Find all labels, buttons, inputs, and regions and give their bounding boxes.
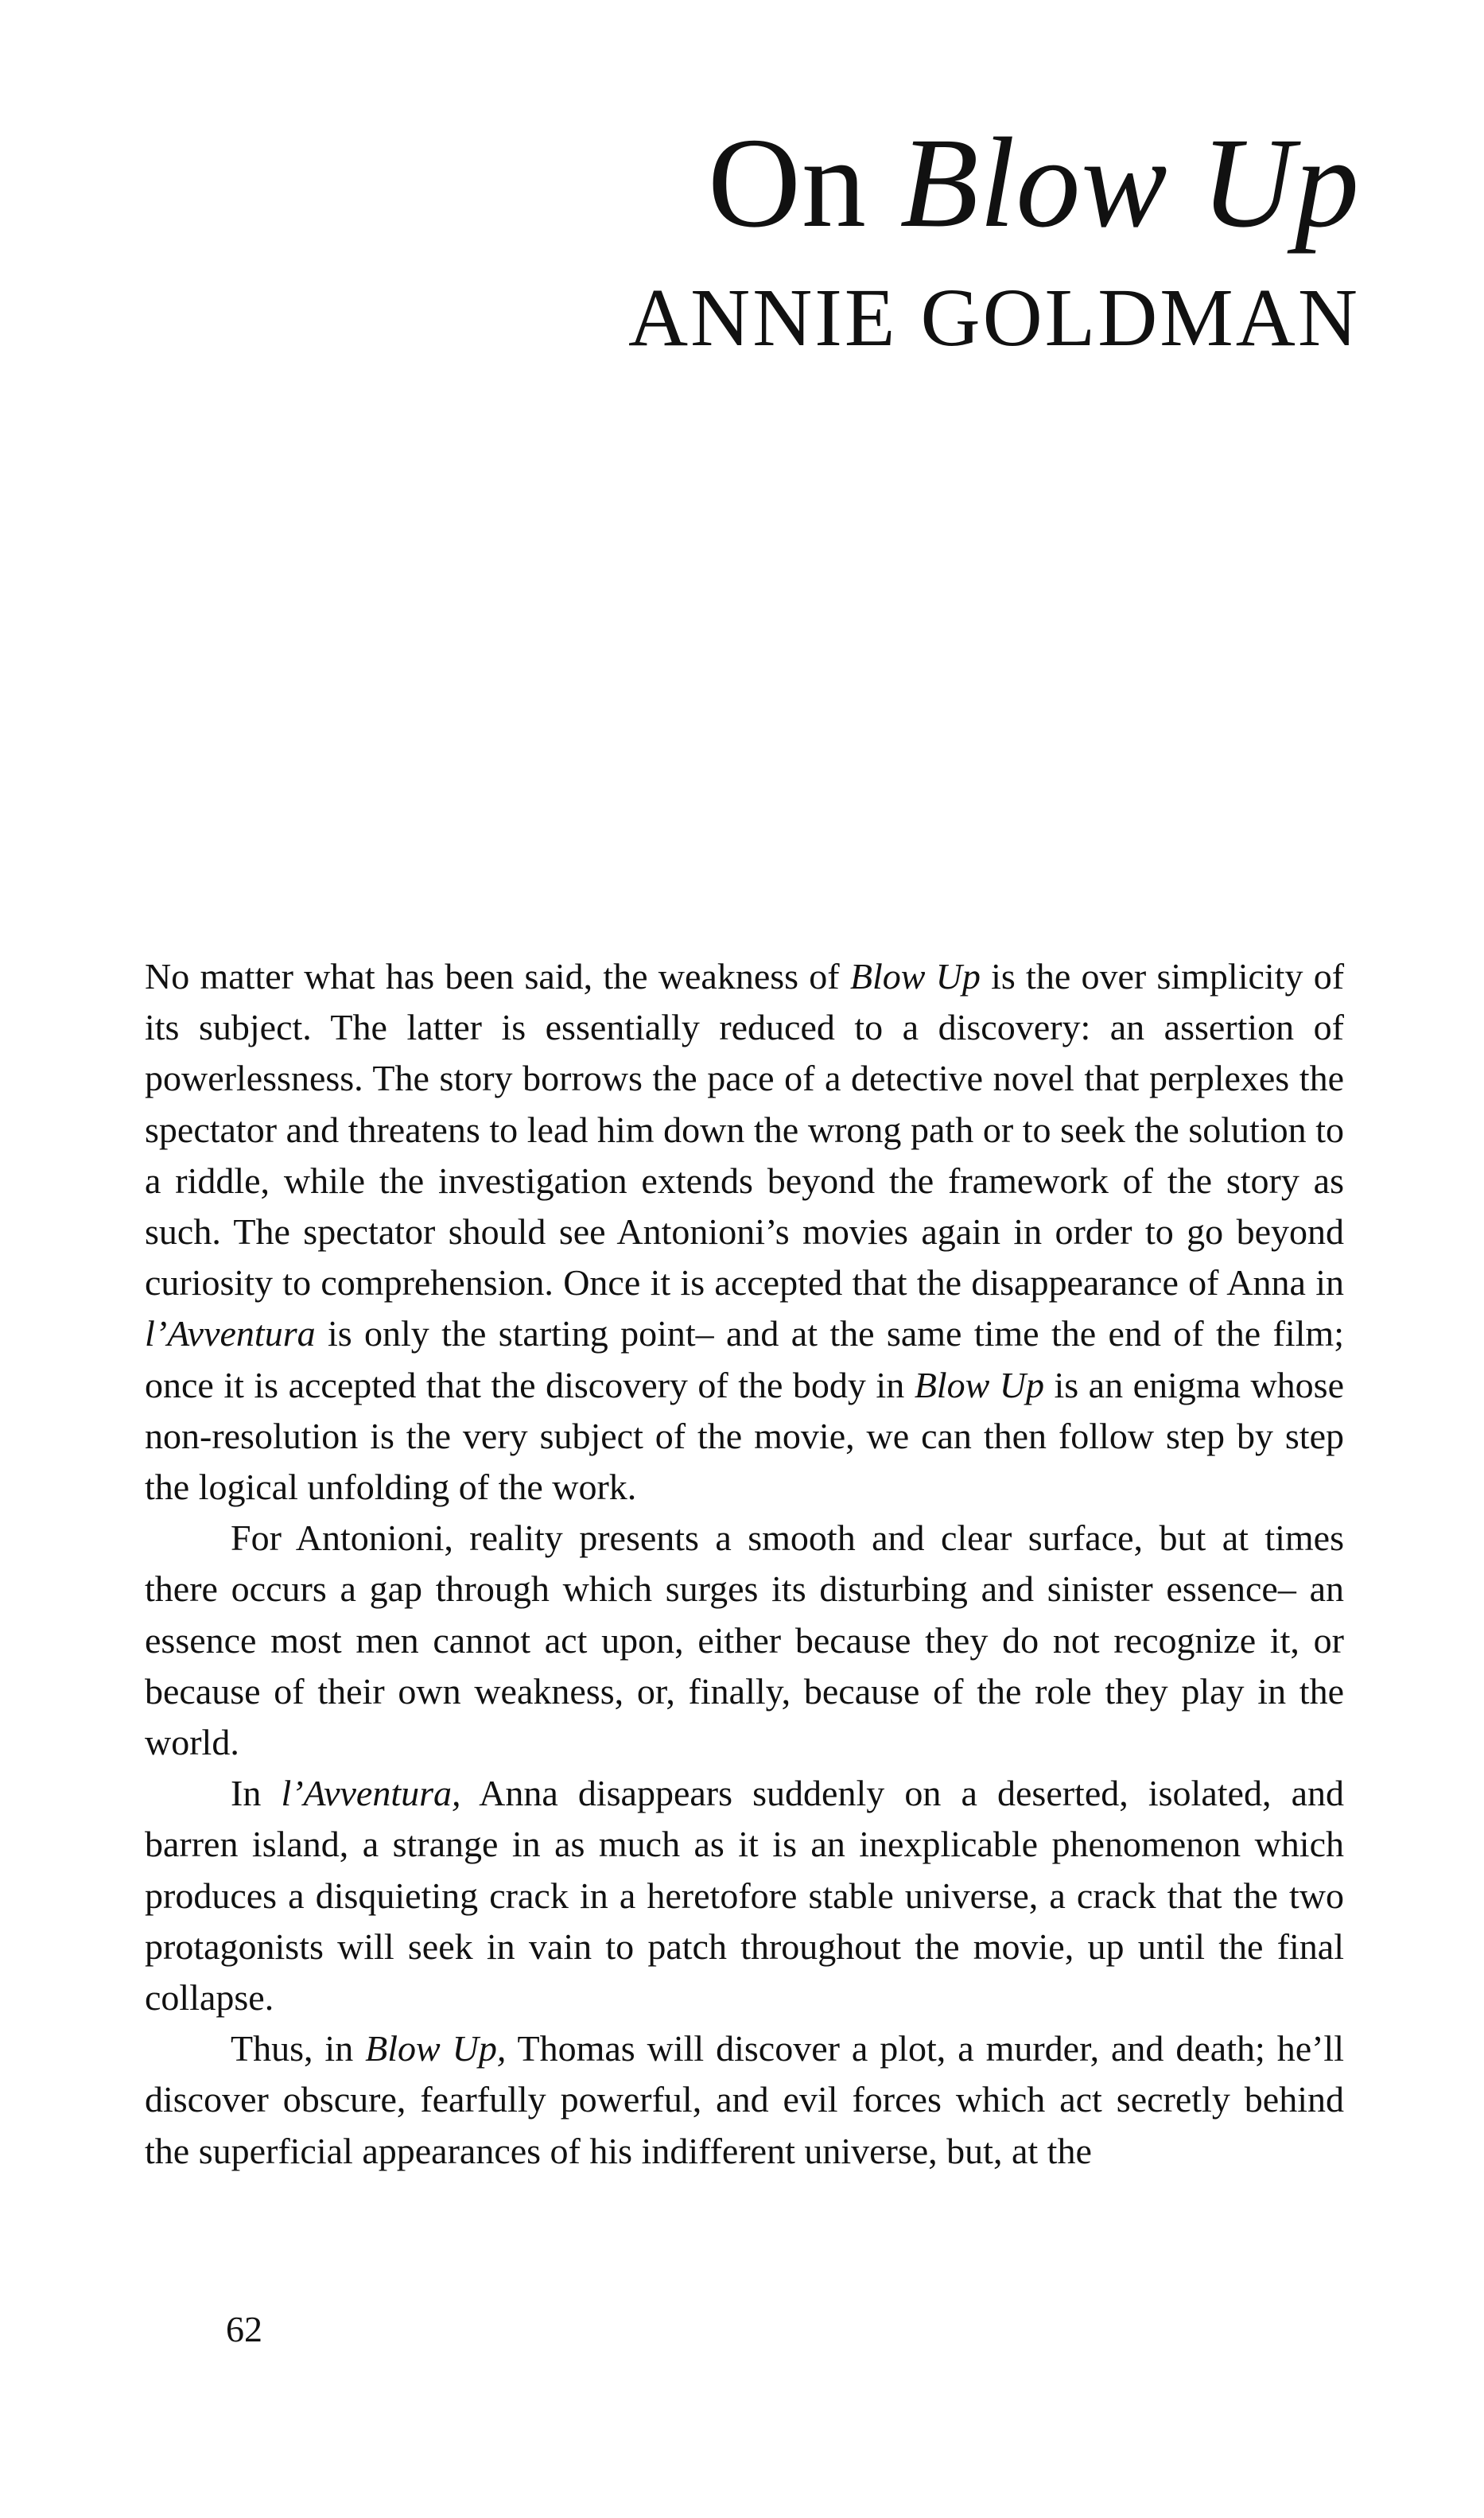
paragraph-4	[145, 2023, 1344, 2177]
text-run: Anna disappears suddenly on a deserted, isolated, and barren island, a strange in as much as it is an inexplicable phenomenon which produces a disquieting crack in a heretofore stable universe, a crack that the two protagonists will seek in vain to patch throughout the movie, up until the final collapse.	[145, 1773, 1344, 2019]
article-header	[627, 112, 1360, 363]
title-film-name: Blow Up	[899, 112, 1360, 255]
title-prefix: On	[707, 112, 867, 255]
text-run: is an enigma whose non-resolution is the very subject of the movie, we can then follow step by step the logical unfolding of the work.	[145, 1364, 1344, 1508]
italic-title-ref: l’Avventura	[145, 1313, 316, 1354]
paragraph-3	[145, 1768, 1344, 2023]
italic-title-ref: Blow Up	[849, 956, 981, 997]
page-number: 62	[226, 2309, 262, 2349]
text-run: Thomas will discover a plot, a murder, and death; he’ll discover obscure, fearfully powerful, and evil forces which act secretly behind the superficial appearances of his indifferent universe, but, at the	[145, 2028, 1344, 2171]
text-run: is the over simplicity of its subject. The latter is essentially reduced to a discovery: an assertion of powerlessness. The story borrows the pace of a detective novel that perplexes the spectator and threatens to lead him down the wrong path or to seek the solution to a riddle, while the investigation extends beyond the framework of the story as such. The spectator should see Antonioni’s movies again in order to go beyond curiosity to comprehension. Once it is accepted that the disappearance of Anna in	[145, 956, 1345, 1304]
italic-title-ref: l’Avventura,	[281, 1773, 461, 1814]
italic-title-ref: Blow Up	[914, 1364, 1044, 1405]
text-run: Thus, in	[231, 2028, 366, 2069]
paragraph-2	[145, 1513, 1344, 1768]
article-title	[628, 112, 1360, 255]
text-run: No matter what has been said, the weakness of	[145, 956, 850, 997]
text-run: For Antonioni, reality presents a smooth and clear surface, but at times there occurs a gap through which surges its disturbing and sinister essence– an essence most men cannot act upon, either because they do not recognize it, or because of their own weakness, or, finally, because of the role they play in the world.	[145, 1517, 1344, 1763]
text-run: is only the starting point– and at the same time the end of the film; once it is accepted that the discovery of the body in	[145, 1313, 1344, 1405]
author-name: ANNIE GOLDMAN	[627, 272, 1360, 363]
italic-title-ref: Blow Up,	[365, 2028, 507, 2069]
paragraph-1	[145, 951, 1344, 1513]
text-run: In	[231, 1773, 282, 1814]
article-body	[145, 951, 1344, 2177]
